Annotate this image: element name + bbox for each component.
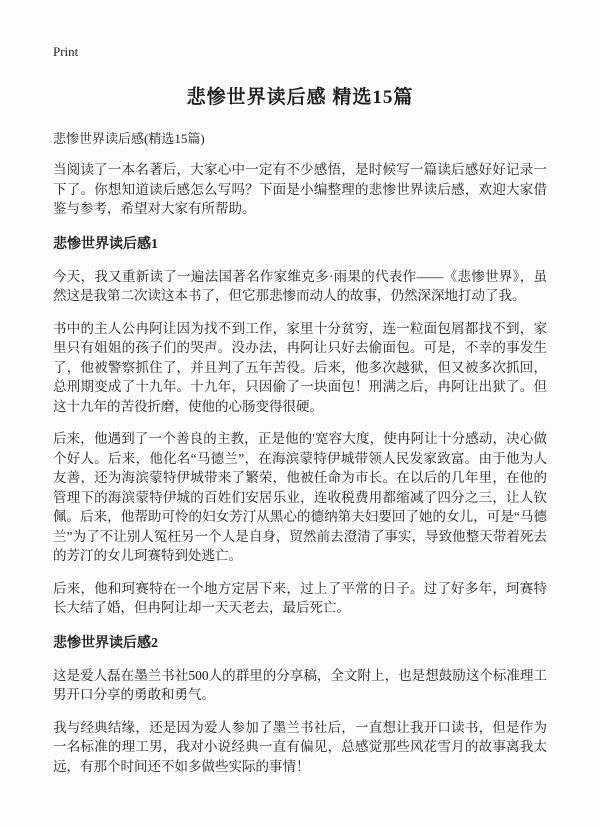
section1-paragraph-3: 后来，他遇到了一个善良的主教，正是他的'宽容大度，使冉阿让十分感动，决心做个好人。后来，他化名“马德兰”，在海滨蒙特伊城带领人民发家致富。由于他为人友善，还为海滨蒙特伊城带来了繁荣，他被任命为市长。在以后的几年里，在他的管理下的海滨蒙特伊城的百姓们安居乐业，连收税费用都缩减了四分之三，让人钦佩。后来，他帮助可怜的妇女芳汀从黑心的德纳第夫妇要回了她的女儿，可是“马德兰”为了不让别人冤枉另一个人是自身，贸然前去澄清了事实，导致他整天带着死去的芳汀的女儿珂赛特到处逃亡。 xyxy=(53,431,547,563)
section1-paragraph-1: 今天，我又重新读了一遍法国著名作家维克多·雨果的代表作——《悲惨世界》，虽然这是我第二次读这本书了，但它那悲惨而动人的故事，仍然深深地打动了我。 xyxy=(53,268,547,303)
document-subtitle: 悲惨世界读后感(精选15篇) xyxy=(53,131,205,146)
print-link[interactable]: Print xyxy=(53,44,79,59)
intro-paragraph: 当阅读了一本名著后，大家心中一定有不少感悟，是时候写一篇读后感好好记录一下了。你想知道读后感怎么写吗？下面是小编整理的悲惨世界读后感，欢迎大家借鉴与参考，希望对大家有所帮助。 xyxy=(53,162,547,216)
page-title: 悲惨世界读后感 精选15篇 xyxy=(186,87,414,108)
section2-paragraph-1: 这是爱人磊在墨兰书社500人的群里的分享稿，全文附上，也是想鼓励这个标准理工男开口分享的勇敢和勇气。 xyxy=(53,667,547,702)
section1-paragraph-4: 后来，他和珂赛特在一个地方定居下来，过上了平常的日子。过了好多年，珂赛特长大结了婚，但冉阿让却一天天老去，最后死亡。 xyxy=(53,580,547,615)
section-heading-2: 悲惨世界读后感2 xyxy=(53,635,158,651)
section1-paragraph-2: 书中的主人公冉阿让因为找不到工作，家里十分贫穷，连一粒面包屑都找不到，家里只有姐姐的孩子们的哭声。没办法，冉阿让只好去偷面包。可是，不幸的事发生了，他被警察抓住了，并且判了五年苦役。后来，他多次越狱，但又被多次抓回，总刑期变成了十九年。十九年，只因偷了一块面包！刑满之后，冉阿让出狱了。但这十九年的苦役折磨，使他的心肠变得很硬。 xyxy=(53,320,547,414)
section2-paragraph-2: 我与经典结缘，还是因为爱人参加了墨兰书社后，一直想让我开口读书，但是作为一名标准的理工男，我对小说经典一直有偏见，总感觉那些风花雪月的故事离我太远，有那个时间还不如多做些实际的事情！ xyxy=(53,719,547,774)
section-heading-1: 悲惨世界读后感1 xyxy=(53,236,158,252)
